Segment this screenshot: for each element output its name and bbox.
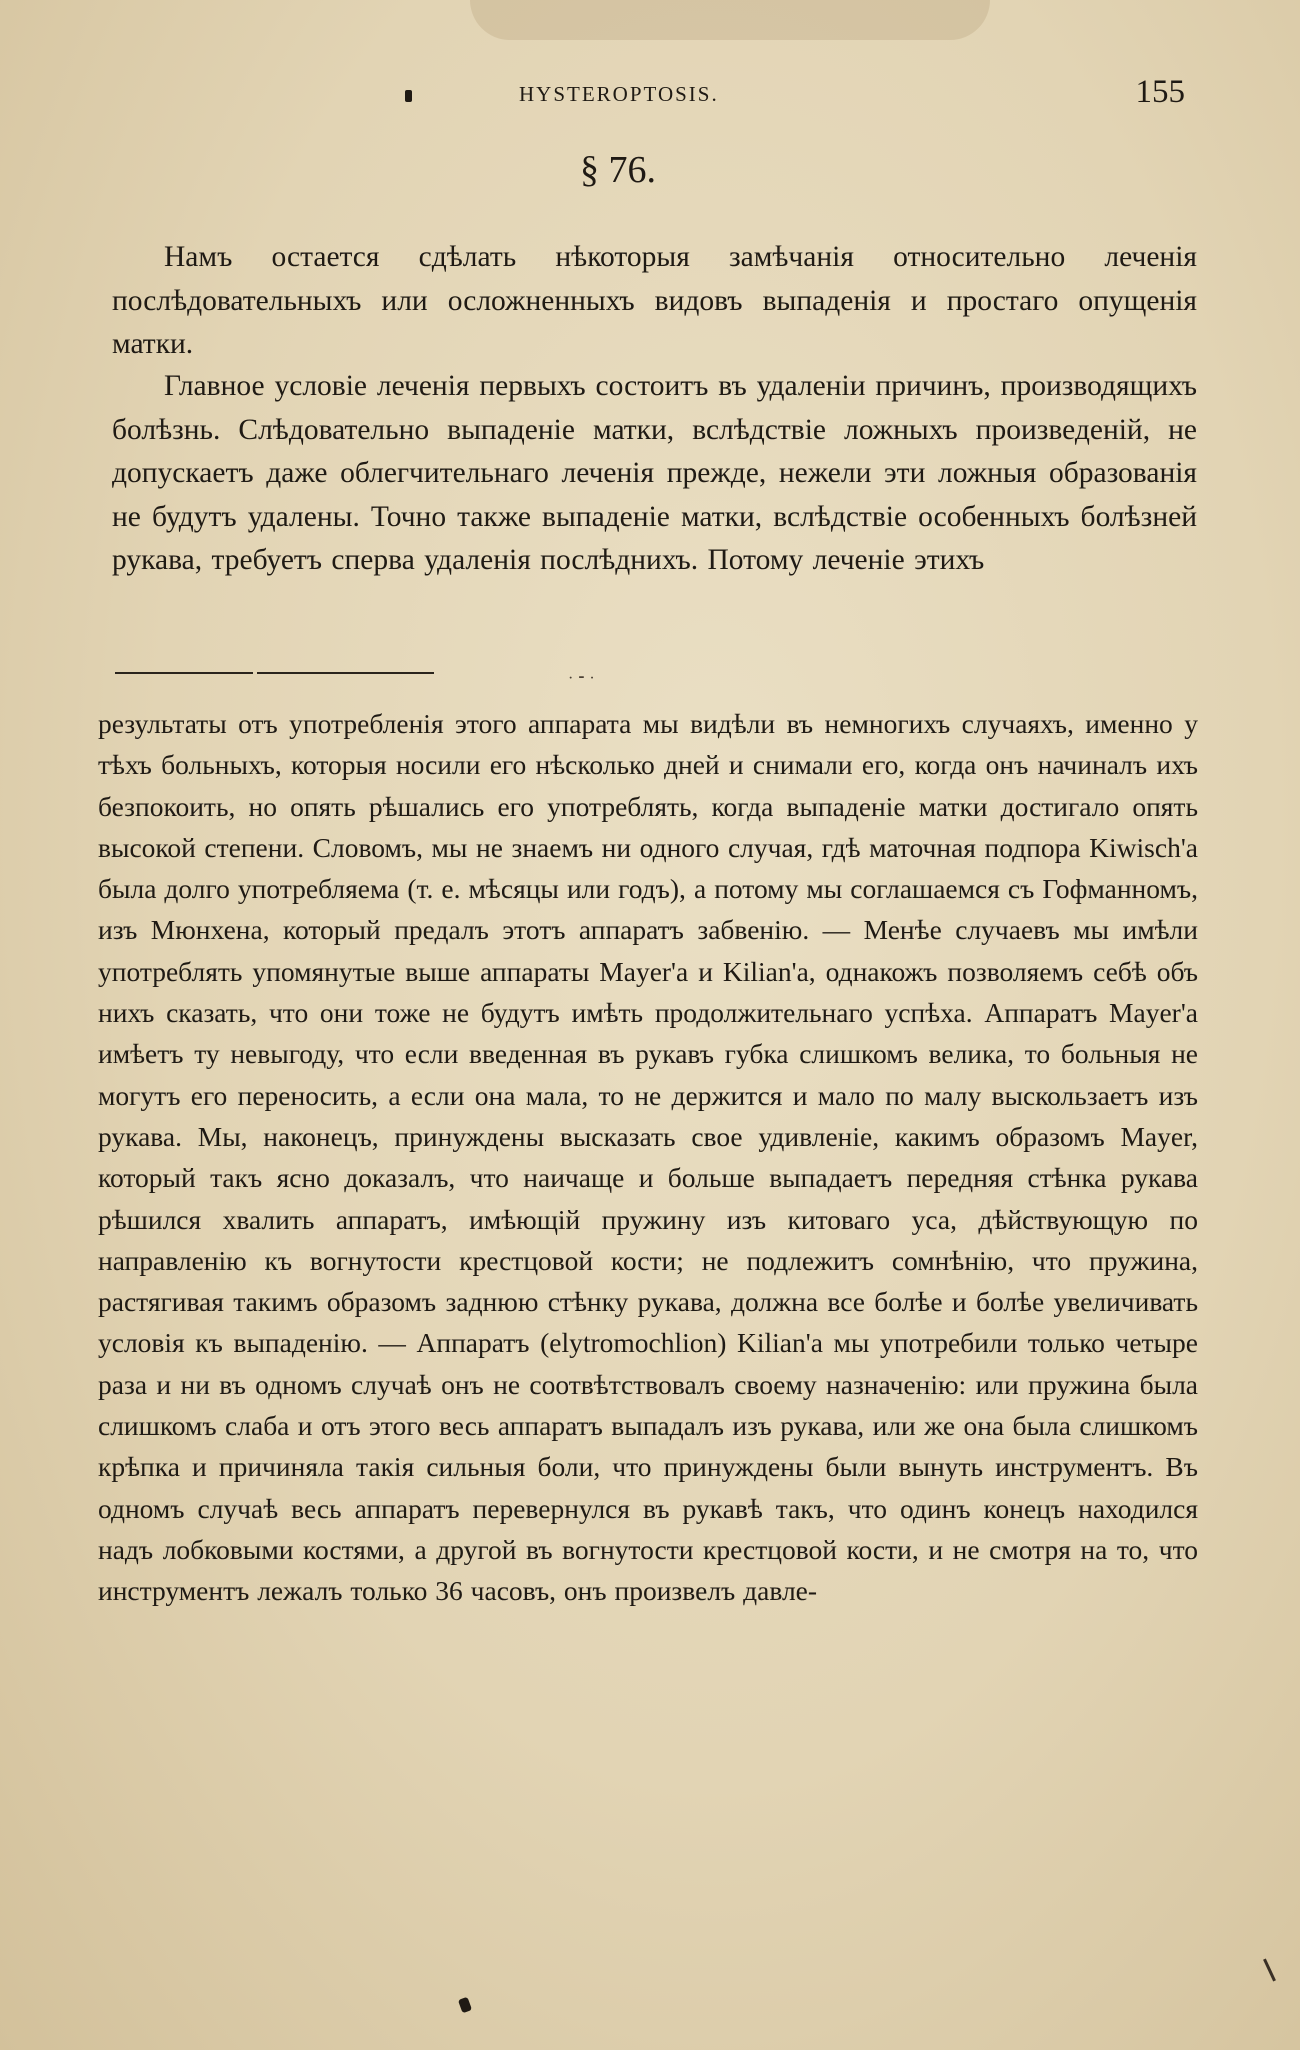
section-title: § 76. [580,149,656,191]
paper-stain [470,0,990,40]
ink-mark [1263,1958,1276,1981]
footnote-text: результаты отъ употребленія этого аппарата мы видѣли въ немногихъ случаяхъ, именно у тѣхъ больныхъ, которыя носили его нѣсколько дней и снимали его, когда онъ начиналъ ихъ безпокоить, но опять рѣшались его употреблять, когда выпаденіе матки достигало опять высокой степени. Словомъ, мы не знаемъ ни одного случая, гдѣ маточная подпора Kiwisch'а была долго употребляема (т. е. мѣсяцы или годъ), а потому мы соглашаемся съ Гофманномъ, изъ Мюнхена, который предалъ этотъ аппаратъ забвенію. — Менѣе случаевъ мы имѣли употреблять упомянутые выше аппараты Mayer'а и Kilian'а, однакожъ позволяемъ себѣ объ нихъ сказать, что они тоже не будутъ имѣть продолжительнаго успѣха. Аппаратъ Mayer'а имѣетъ ту невыгоду, что если введенная въ рукавъ губка слишкомъ велика, то больныя не могутъ его переносить, а если она мала, то не держится и мало по малу выскользаетъ изъ рукава. Мы, наконецъ, принуждены высказать свое удивленіе, какимъ образомъ Mayer, который такъ ясно доказалъ, что наичаще и больше выпадаетъ передняя стѣнка рукава рѣшился хвалить аппаратъ, имѣющій пружину изъ китоваго уса, дѣйствующую по направленію къ вогнутости крестцовой кости; не подлежитъ сомнѣнію, что пружина, растягивая такимъ образомъ заднюю стѣнку рукава, должна все болѣе и болѣе увеличивать условія къ выпаденію. — Аппаратъ (elytromochlion) Kilian'а мы употребили только четыре раза и ни въ одномъ случаѣ онъ не соотвѣтствовалъ своему назначенію: или пружина была слишкомъ слаба и отъ этого весь аппаратъ выпадалъ изъ рукава, или же она была слишкомъ крѣпка и причиняла такія сильныя боли, что принуждены были вынуть инструментъ. Въ одномъ случаѣ весь аппаратъ перевернулся въ рукавѣ такъ, что одинъ конецъ находился надъ лобковыми костями, а другой въ вогнутости крестцовой кости, и не смотря на то, что инструментъ лежалъ только 36 часовъ, онъ произвелъ давле- [98,708,1198,1607]
footnote-separator [115,672,253,674]
page-header [395,74,1185,118]
footnote-separator [257,672,434,674]
page-number: 155 [1135,74,1185,110]
bullet-mark [405,90,412,102]
paragraph: Намъ остается сдѣлать нѣкоторыя замѣчанія относительно леченія послѣдовательныхъ или осложненныхъ видовъ выпаденія и простаго опущенія матки. [112,241,1197,360]
print-speck: · ⁃ · [568,670,595,687]
running-title: HYSTEROPTOSIS. [519,82,719,106]
ink-mark [458,1997,472,2014]
paragraph: Главное условіе леченія первыхъ состоитъ въ удаленіи причинъ, производящихъ болѣзнь. Слѣдовательно выпаденіе матки, вслѣдствіе ложныхъ произведеній, не допускаетъ даже облегчительнаго леченія прежде, нежели эти ложныя образованія не будутъ удалены. Точно также выпаденіе матки, вслѣдствіе особенныхъ болѣзней рукава, требуетъ сперва удаленія послѣднихъ. Потому леченіе этихъ [112,370,1197,576]
